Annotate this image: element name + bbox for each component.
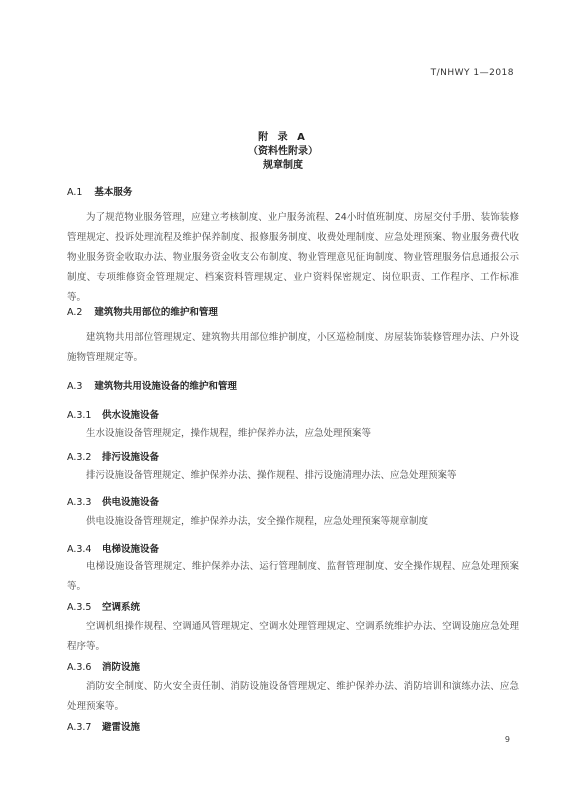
section-number: A.2 <box>67 307 83 318</box>
section-body-a1: 为了规范物业服务管理，应建立考核制度、业户服务流程、24小时值班制度、房屋交付手册、装饰装修管理规定、投诉处理流程及维护保养制度、报修服务制度、收费处理制度、应急处理预案、物业服务费代收物业服务资金收取办法、物业服务资金收支公布制度、物业管理意见征询制度、物业管理服务信息通报公示制度、专项维修资金管理规定、档案资料管理规定、业户资料保密规定、岗位职责、工作程序、工作标准等。 <box>67 212 519 303</box>
section-title: 建筑物共用部位的维护和管理 <box>94 307 218 318</box>
appendix-nature: （资料性附录） <box>248 146 318 157</box>
page-number: 9 <box>504 735 510 744</box>
section-heading-a3 <box>67 378 237 392</box>
subsection-title: 供水设施设备 <box>102 410 160 421</box>
subsection-title: 避雷设施 <box>102 722 141 733</box>
section-title: 基本服务 <box>94 187 133 198</box>
subsection-number: A.3.1 <box>67 410 92 421</box>
subsection-number: A.3.2 <box>67 452 92 463</box>
subsection-heading-a3-6 <box>67 659 140 673</box>
subsection-heading-a3-5 <box>67 599 140 613</box>
subsection-body-a3-4: 电梯设施设备管理规定、维护保养办法、运行管理制度、监督管理制度、安全操作规程、应急处理预案等。 <box>67 561 519 592</box>
subsection-body-a3-3: 供电设施设备管理规定，维护保养办法，安全操作规程，应急处理预案等规章制度 <box>86 516 429 527</box>
subsection-heading-a3-3 <box>67 494 159 508</box>
section-title: 建筑物共用设施设备的维护和管理 <box>94 381 237 392</box>
section-number: A.3 <box>67 381 83 392</box>
subsection-number: A.3.5 <box>67 602 92 613</box>
subsection-heading-a3-1 <box>67 407 159 421</box>
appendix-name: 规章制度 <box>263 160 303 171</box>
section-heading-a2 <box>67 304 218 318</box>
subsection-body-a3-1: 生水设施设备管理规定，操作规程，维护保养办法，应急处理预案等 <box>86 428 372 439</box>
subsection-title: 消防设施 <box>102 662 141 673</box>
section-heading-a1 <box>67 184 132 198</box>
section-body-a2: 建筑物共用部位管理规定、建筑物共用部位维护制度，小区巡检制度、房屋装饰装修管理办法、户外设施物管理规定等。 <box>67 332 519 363</box>
document-number: T/NHWY 1—2018 <box>430 68 514 78</box>
subsection-body-a3-2: 排污设施设备管理规定、维护保养办法、操作规程、排污设施清理办法、应急处理预案等 <box>86 470 457 481</box>
section-number: A.1 <box>67 187 83 198</box>
subsection-body-a3-6: 消防安全制度、防火安全责任制、消防设施设备管理规定、维护保养办法、消防培训和演练办法、应急处理预案等。 <box>67 681 519 712</box>
subsection-title: 供电设施设备 <box>102 497 160 508</box>
subsection-number: A.3.3 <box>67 497 92 508</box>
subsection-heading-a3-2 <box>67 449 159 463</box>
subsection-number: A.3.7 <box>67 722 92 733</box>
subsection-number: A.3.6 <box>67 662 92 673</box>
subsection-title: 排污设施设备 <box>102 452 160 463</box>
subsection-heading-a3-7 <box>67 719 140 733</box>
subsection-heading-a3-4 <box>67 541 159 555</box>
subsection-body-a3-5: 空调机组操作规程、空调通风管理规定、空调水处理管理规定、空调系统维护办法、空调设施应急处理程序等。 <box>67 621 519 652</box>
subsection-title: 空调系统 <box>102 602 141 613</box>
subsection-number: A.3.4 <box>67 544 92 555</box>
appendix-title: 附 录 A <box>258 132 308 143</box>
subsection-title: 电梯设施设备 <box>102 544 160 555</box>
